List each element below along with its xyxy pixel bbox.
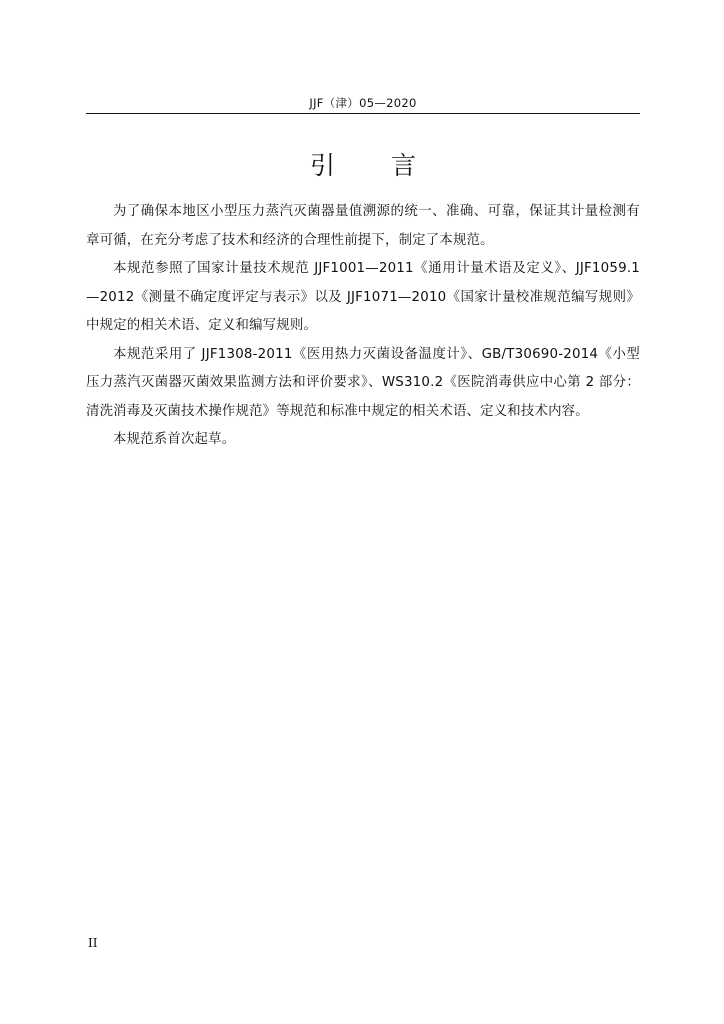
running-header-code: JJF（津）05—2020 (309, 96, 417, 110)
header-rule (86, 113, 640, 114)
paragraph-adopted-standards: 本规范采用了 JJF1308-2011《医用热力灭菌设备温度计》、GB/T30690-2014《小型压力蒸汽灭菌器灭菌效果监测方法和评价要求》、WS310.2《医院消毒供应中心第 2 部分：清洗消毒及灭菌技术操作规范》等规范和标准中规定的相关术语、定义和技术内容。 (86, 346, 640, 419)
page-title: 引言 (309, 151, 472, 180)
page-number: II (88, 936, 98, 950)
paragraph-first-draft: 本规范系首次起草。 (113, 432, 236, 447)
body-text (86, 198, 640, 455)
paragraph-references: 本规范参照了国家计量技术规范 JJF1001—2011《通用计量术语及定义》、JJF1059.1—2012《测量不确定度评定与表示》以及 JJF1071—2010《国家计量校准规范编写规则》中规定的相关术语、定义和编写规则。 (86, 261, 640, 333)
paragraph-purpose: 为了确保本地区小型压力蒸汽灭菌器量值溯源的统一、准确、可靠，保证其计量检测有章可循，在充分考虑了技术和经济的合理性前提下，制定了本规范。 (86, 204, 640, 248)
